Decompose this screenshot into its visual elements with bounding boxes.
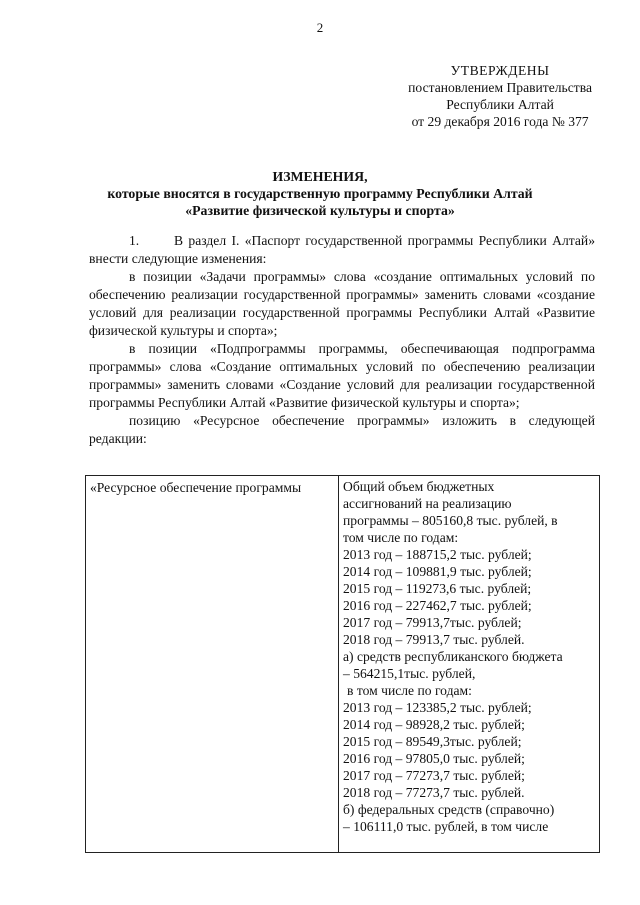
table-line: 2018 год – 77273,7 тыс. рублей. — [343, 785, 525, 800]
resource-table — [85, 475, 600, 853]
approval-date-line: от 29 декабря 2016 года № 377 — [411, 114, 589, 129]
table-line: 2014 год – 109881,9 тыс. рублей; — [343, 564, 532, 579]
table-row — [86, 476, 600, 853]
item-number: 1. — [129, 233, 140, 248]
heading-title: ИЗМЕНЕНИЯ, — [272, 169, 368, 184]
table-line: 2018 год – 79913,7 тыс. рублей. — [343, 632, 525, 647]
paragraph-item-1 — [89, 232, 595, 268]
approval-line: Республики Алтай — [446, 97, 554, 112]
table-line: 2015 год – 89549,3тыс. рублей; — [343, 734, 522, 749]
table-cell-label: «Ресурсное обеспечение программы — [86, 476, 339, 853]
table-line: 2013 год – 123385,2 тыс. рублей; — [343, 700, 532, 715]
table-line: – 106111,0 тыс. рублей, в том числе — [343, 819, 549, 834]
table-line: программы – 805160,8 тыс. рублей, в — [343, 513, 558, 528]
table-line: том числе по годам: — [343, 530, 459, 545]
table-line: б) федеральных средств (справочно) — [343, 802, 555, 817]
table-line: 2016 год – 97805,0 тыс. рублей; — [343, 751, 525, 766]
heading-subtitle: которые вносятся в государственную программу Республики Алтай — [107, 186, 533, 201]
table-line: 2014 год – 98928,2 тыс. рублей; — [343, 717, 525, 732]
approval-block — [408, 62, 592, 130]
paragraph: в позиции «Задачи программы» слова «создание оптимальных условий по обеспечению реализации государственной программы» заменить словами «создание условий для реализации государственной программы Республики Алтай «Развитие физической культуры и спорта»; — [89, 269, 595, 338]
table-line: – 564215,1тыс. рублей, — [343, 666, 476, 681]
heading-program-name: «Развитие физической культуры и спорта» — [185, 203, 455, 218]
paragraph: позицию «Ресурсное обеспечение программы» изложить в следующей редакции: — [89, 413, 595, 446]
page-number: 2 — [316, 20, 324, 35]
paragraph-text: В раздел I. «Паспорт государственной программы Республики Алтай» внести следующие изменения: — [89, 233, 595, 266]
document-heading — [0, 168, 640, 219]
document-body — [89, 232, 595, 448]
table-line: а) средств республиканского бюджета — [343, 649, 563, 664]
table-line: 2016 год – 227462,7 тыс. рублей; — [343, 598, 532, 613]
approval-title: УТВЕРЖДЕНЫ — [450, 63, 550, 78]
table-line: ассигнований на реализацию — [343, 496, 512, 511]
table-cell-value — [339, 476, 600, 853]
paragraph: в позиции «Подпрограммы программы, обеспечивающая подпрограмма программы» слова «Создание оптимальных условий по обеспечению реализации программы» заменить словами «Создание условий для реализации государственной программы Республики Алтай «Развитие физической культуры и спорта»; — [89, 341, 595, 410]
table-line: Общий объем бюджетных — [343, 479, 495, 494]
table-line: 2017 год – 77273,7 тыс. рублей; — [343, 768, 525, 783]
approval-line: постановлением Правительства — [408, 80, 592, 95]
table-line: 2015 год – 119273,6 тыс. рублей; — [343, 581, 532, 596]
table-line: 2017 год – 79913,7тыс. рублей; — [343, 615, 522, 630]
table-line: 2013 год – 188715,2 тыс. рублей; — [343, 547, 532, 562]
table-line: в том числе по годам: — [347, 683, 472, 698]
